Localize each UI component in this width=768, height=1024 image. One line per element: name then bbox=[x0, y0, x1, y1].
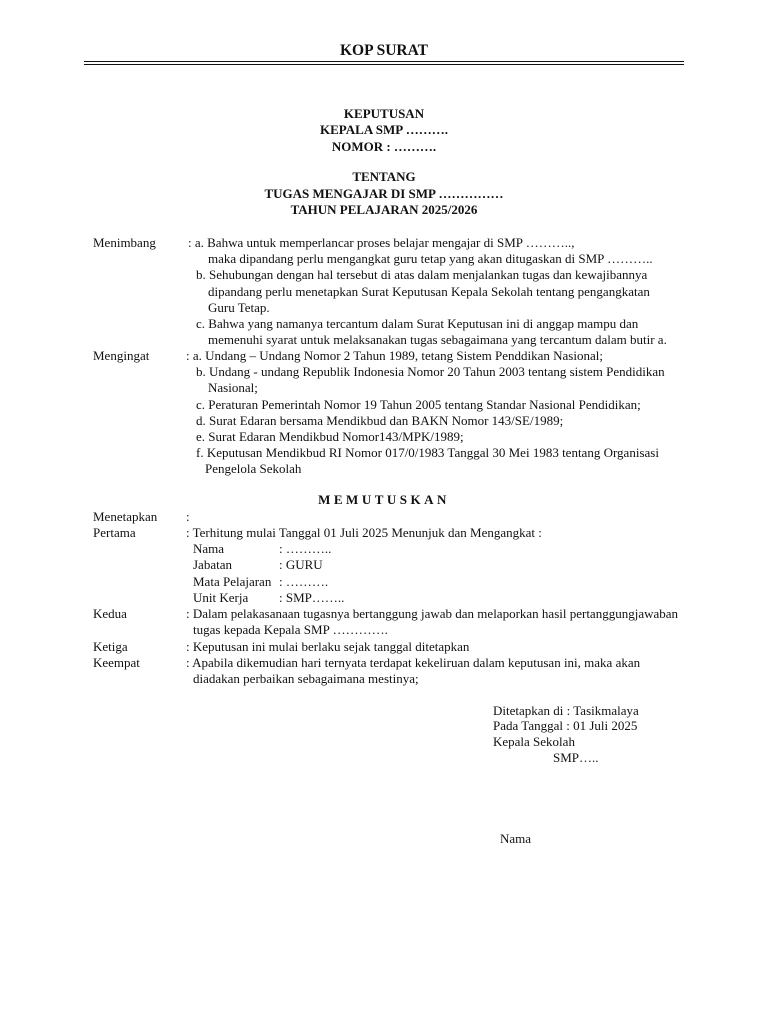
mengingat-line: e. Surat Edaran Mendikbud Nomor143/MPK/1989; bbox=[196, 429, 464, 444]
letterhead-title: KOP SURAT bbox=[340, 42, 428, 59]
title-year: TAHUN PELAJARAN 2025/2026 bbox=[290, 202, 478, 217]
keempat-line: diadakan perbaikan sebagaimana mestinya; bbox=[193, 671, 419, 686]
title-tentang: TENTANG bbox=[352, 169, 416, 184]
field-label: Jabatan bbox=[193, 557, 232, 572]
letterhead-rule-thin bbox=[84, 64, 684, 65]
title-kepala: KEPALA SMP ………. bbox=[320, 122, 448, 137]
field-label: Nama bbox=[193, 541, 225, 556]
menimbang-line: Guru Tetap. bbox=[208, 300, 270, 315]
signature-position: Kepala Sekolah bbox=[493, 734, 575, 749]
menimbang-line: maka dipandang perlu mengangkat guru tetap yang akan ditugaskan di SMP ……….. bbox=[208, 251, 653, 266]
memutuskan-heading: MEMUTUSKAN bbox=[318, 492, 450, 507]
field-label: Unit Kerja bbox=[193, 590, 249, 605]
pertama-text: : Terhitung mulai Tanggal 01 Juli 2025 Menunjuk dan Mengangkat : bbox=[186, 525, 542, 540]
menetapkan-label: Menetapkan bbox=[93, 509, 158, 524]
signature-school: SMP….. bbox=[553, 750, 599, 765]
signature-name: Nama bbox=[500, 831, 532, 846]
kedua-line: tugas kepada Kepala SMP …………. bbox=[193, 622, 388, 637]
letterhead-rule-thick bbox=[84, 61, 684, 62]
mengingat-label: Mengingat bbox=[93, 348, 150, 363]
menimbang-label: Menimbang bbox=[93, 235, 156, 250]
title-keputusan: KEPUTUSAN bbox=[343, 106, 425, 121]
ketiga-line: : Keputusan ini mulai berlaku sejak tanggal ditetapkan bbox=[186, 639, 470, 654]
field-label: Mata Pelajaran bbox=[193, 574, 272, 589]
menimbang-line: : a. Bahwa untuk memperlancar proses belajar mengajar di SMP ……….., bbox=[188, 235, 575, 250]
mengingat-line: b. Undang - undang Republik Indonesia Nomor 20 Tahun 2003 tentang sistem Pendidikan bbox=[196, 364, 665, 379]
menimbang-line: b. Sehubungan dengan hal tersebut di atas dalam menjalankan tugas dan kewajibannya bbox=[196, 267, 648, 282]
field-value: : GURU bbox=[279, 557, 323, 572]
field-value: : SMP…….. bbox=[279, 590, 345, 605]
mengingat-line: Pengelola Sekolah bbox=[205, 461, 302, 476]
keempat-line: : Apabila dikemudian hari ternyata terdapat kekeliruan dalam keputusan ini, maka akan bbox=[186, 655, 641, 670]
kedua-line: : Dalam pelakasanaan tugasnya bertanggung jawab dan melaporkan hasil pertanggungjawaban bbox=[186, 606, 679, 621]
mengingat-line: : a. Undang – Undang Nomor 2 Tahun 1989, tetang Sistem Penddikan Nasional; bbox=[186, 348, 603, 363]
keempat-label: Keempat bbox=[93, 655, 140, 670]
menetapkan-colon: : bbox=[186, 509, 190, 524]
signature-date: Pada Tanggal : 01 Juli 2025 bbox=[493, 718, 638, 733]
menimbang-line: dipandang perlu menetapkan Surat Keputusan Kepala Sekolah tentang pengangkatan bbox=[208, 284, 650, 299]
mengingat-line: f. Keputusan Mendikbud RI Nomor 017/0/1983 Tanggal 30 Mei 1983 tentang Organisasi bbox=[196, 445, 659, 460]
title-nomor: NOMOR : ………. bbox=[331, 139, 437, 154]
signature-place: Ditetapkan di : Tasikmalaya bbox=[493, 703, 639, 718]
mengingat-line: c. Peraturan Pemerintah Nomor 19 Tahun 2005 tentang Standar Nasional Pendidikan; bbox=[196, 397, 641, 412]
pertama-label: Pertama bbox=[93, 525, 136, 540]
ketiga-label: Ketiga bbox=[93, 639, 128, 654]
mengingat-line: d. Surat Edaran bersama Mendikbud dan BAKN Nomor 143/SE/1989; bbox=[196, 413, 564, 428]
kedua-label: Kedua bbox=[93, 606, 127, 621]
menimbang-line: c. Bahwa yang namanya tercantum dalam Surat Keputusan ini di anggap mampu dan bbox=[196, 316, 639, 331]
field-value: : ………. bbox=[279, 574, 329, 589]
title-subject: TUGAS MENGAJAR DI SMP …………… bbox=[264, 186, 504, 201]
field-value: : ……….. bbox=[279, 541, 332, 556]
menimbang-line: memenuhi syarat untuk melaksanakan tugas sebagaimana yang tercantum dalam butir a. bbox=[208, 332, 667, 347]
mengingat-line: Nasional; bbox=[208, 380, 258, 395]
